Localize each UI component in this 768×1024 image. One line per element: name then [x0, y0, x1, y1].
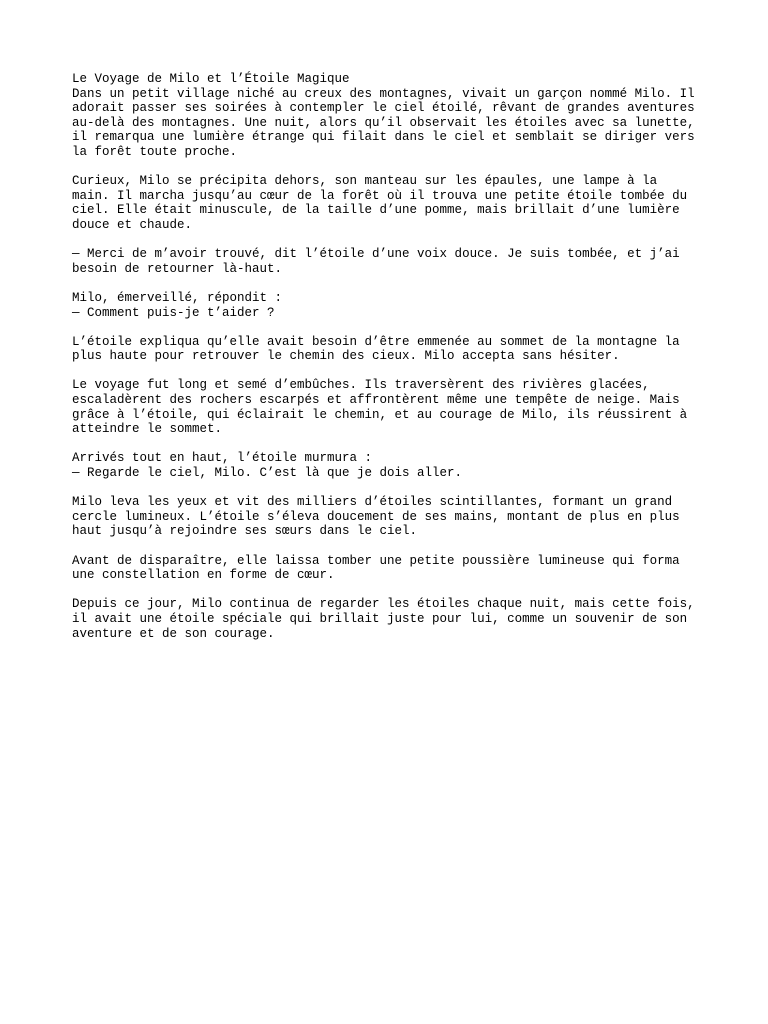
- document-page: [72, 72, 702, 656]
- text-line: grâce à l’étoile, qui éclairait le chemin, et au courage de Milo, ils réussirent à: [72, 407, 688, 422]
- paragraph: [72, 174, 702, 232]
- paragraph: [72, 451, 702, 480]
- text-line: il avait une étoile spéciale qui brillait juste pour lui, comme un souvenir de son: [72, 611, 688, 626]
- text-line: Le voyage fut long et semé d’embûches. Ils traversèrent des rivières glacées,: [72, 378, 650, 393]
- paragraph: [72, 378, 702, 436]
- text-line: une constellation en forme de cœur.: [72, 568, 335, 583]
- text-line: Arrivés tout en haut, l’étoile murmura :: [72, 451, 373, 466]
- text-line: cercle lumineux. L’étoile s’éleva doucement de ses mains, montant de plus en plus: [72, 509, 680, 524]
- text-line: Milo leva les yeux et vit des milliers d’étoiles scintillantes, formant un grand: [72, 495, 673, 510]
- text-line: Dans un petit village niché au creux des montagnes, vivait un garçon nommé Milo. Il: [72, 86, 695, 101]
- document-title: Le Voyage de Milo et l’Étoile Magique: [72, 72, 350, 86]
- text-line: il remarqua une lumière étrange qui filait dans le ciel et semblait se diriger vers: [72, 130, 695, 145]
- text-line: besoin de retourner là-haut.: [72, 261, 283, 276]
- text-line: Depuis ce jour, Milo continua de regarder les étoiles chaque nuit, mais cette fois,: [72, 597, 695, 612]
- paragraph: [72, 291, 702, 320]
- text-line: douce et chaude.: [72, 217, 193, 232]
- text-line: Avant de disparaître, elle laissa tomber une petite poussière lumineuse qui forma: [72, 553, 680, 568]
- text-line: L’étoile expliqua qu’elle avait besoin d’être emmenée au sommet de la montagne la: [72, 334, 680, 349]
- text-line: au-delà des montagnes. Une nuit, alors qu’il observait les étoiles avec sa lunette,: [72, 115, 695, 130]
- text-line: haut jusqu’à rejoindre ses sœurs dans le ciel.: [72, 524, 418, 539]
- text-line: plus haute pour retrouver le chemin des cieux. Milo accepta sans hésiter.: [72, 349, 620, 364]
- text-line: — Merci de m’avoir trouvé, dit l’étoile d’une voix douce. Je suis tombée, et j’ai: [72, 247, 680, 262]
- text-line: — Regarde le ciel, Milo. C’est là que je dois aller.: [72, 466, 463, 481]
- paragraph: [72, 72, 702, 160]
- paragraph: [72, 335, 702, 364]
- text-line: atteindre le sommet.: [72, 422, 223, 437]
- text-line: aventure et de son courage.: [72, 626, 275, 641]
- text-line: Curieux, Milo se précipita dehors, son manteau sur les épaules, une lampe à la: [72, 174, 658, 189]
- text-line: adorait passer ses soirées à contempler le ciel étoilé, rêvant de grandes aventures: [72, 101, 695, 116]
- paragraph: [72, 495, 702, 539]
- text-line: Milo, émerveillé, répondit :: [72, 290, 283, 305]
- text-line: la forêt toute proche.: [72, 144, 238, 159]
- text-line: ciel. Elle était minuscule, de la taille d’une pomme, mais brillait d’une lumière: [72, 203, 680, 218]
- paragraph: [72, 597, 702, 641]
- text-line: — Comment puis-je t’aider ?: [72, 305, 275, 320]
- text-line: main. Il marcha jusqu’au cœur de la forêt où il trouva une petite étoile tombée du: [72, 188, 688, 203]
- text-line: escaladèrent des rochers escarpés et affrontèrent même une tempête de neige. Mais: [72, 393, 680, 408]
- paragraph: [72, 554, 702, 583]
- paragraph: [72, 247, 702, 276]
